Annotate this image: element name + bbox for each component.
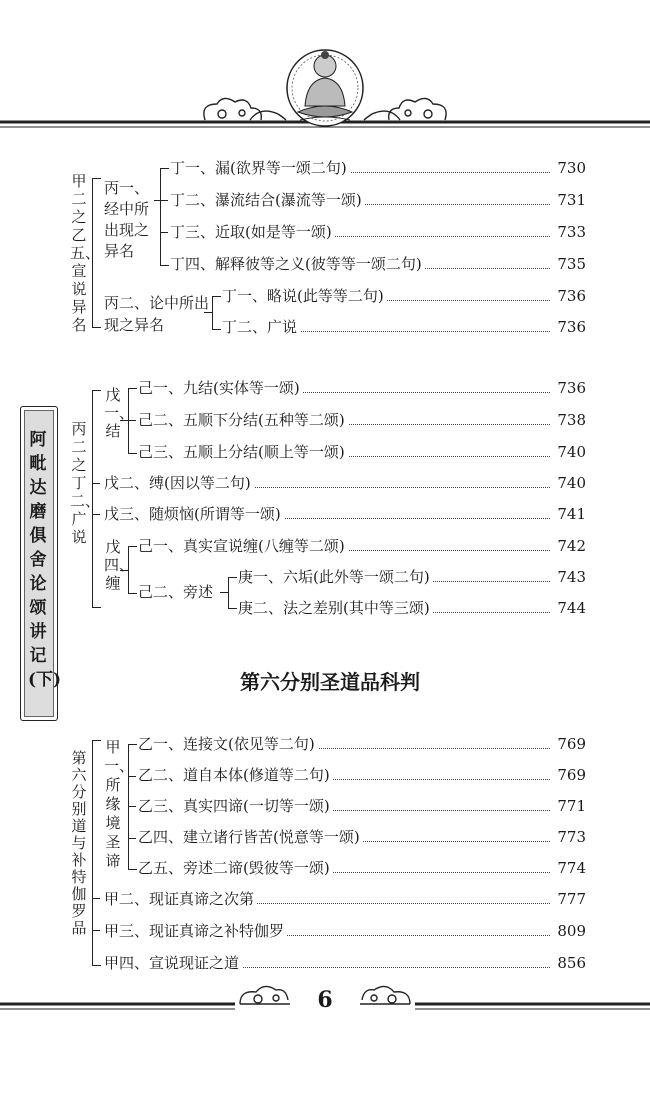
header-ornament	[0, 40, 650, 135]
toc-entry[interactable]	[138, 535, 586, 557]
block3-root-label: 第六分别道与补特伽罗品	[71, 749, 87, 937]
entry-label: 甲二、现证真谛之次第	[104, 888, 257, 910]
entry-page: 735	[554, 253, 586, 275]
page-number: 6	[317, 987, 333, 1013]
toc-entry[interactable]	[170, 253, 586, 275]
entry-label: 己一、真实宣说缠(八缠等二颂)	[138, 535, 348, 557]
entry-page: 856	[554, 952, 586, 974]
entry-page: 731	[554, 189, 586, 211]
entry-page: 774	[554, 857, 586, 879]
toc-entry[interactable]	[138, 409, 586, 431]
toc-entry[interactable]	[222, 285, 586, 307]
entry-page: 744	[554, 597, 586, 619]
entry-label: 戊二、缚(因以等二句)	[104, 472, 254, 494]
entry-page: 741	[554, 503, 586, 525]
entry-label: 己三、五顺上分结(顺上等一颂)	[138, 441, 348, 463]
entry-page: 777	[554, 888, 586, 910]
toc-entry[interactable]	[222, 316, 586, 338]
block1-root-label: 甲二之乙五、宣说异名	[70, 172, 101, 334]
toc-entry[interactable]	[138, 733, 586, 755]
entry-page: 742	[554, 535, 586, 557]
entry-page: 740	[554, 472, 586, 494]
entry-label: 乙三、真实四谛(一切等一颂)	[138, 795, 333, 817]
entry-page: 733	[554, 221, 586, 243]
entry-label: 丁一、漏(欲界等一颂二句)	[170, 157, 350, 179]
side-title: 阿毗达磨俱舍论颂讲记(下)	[28, 430, 62, 690]
entry-label: 乙一、连接文(依见等二句)	[138, 733, 318, 755]
block2-wu1-label: 戊一、结	[104, 386, 135, 440]
entry-page: 771	[554, 795, 586, 817]
entry-label: 丁四、解释彼等之义(彼等等一颂二句)	[170, 253, 425, 275]
entry-page: 769	[554, 733, 586, 755]
entry-page: 773	[554, 826, 586, 848]
entry-label: 己二、五顺下分结(五种等二颂)	[138, 409, 348, 431]
toc-entry[interactable]	[104, 472, 586, 494]
block2-wu4-label: 戊四、缠	[104, 538, 135, 592]
entry-label: 甲三、现证真谛之补特伽罗	[104, 920, 287, 942]
page-header	[0, 40, 650, 135]
buddha-emblem-icon	[287, 50, 363, 126]
toc-entry[interactable]	[104, 920, 586, 942]
block1-group1-label: 丙一、经中所出现之异名	[104, 179, 150, 260]
block3-jia1-label: 甲一、所缘境圣谛	[104, 738, 135, 870]
entry-label: 庚一、六垢(此外等一颂二句)	[238, 566, 433, 588]
toc-entry[interactable]	[170, 189, 586, 211]
entry-page: 736	[554, 285, 586, 307]
entry-page: 809	[554, 920, 586, 942]
entry-label: 甲四、宣说现证之道	[104, 952, 242, 974]
section-title: 第六分别圣道品科判	[240, 670, 420, 694]
entry-label: 乙二、道自本体(修道等二句)	[138, 764, 333, 786]
entry-page: 743	[554, 566, 586, 588]
entry-label: 丁二、广说	[222, 316, 300, 338]
entry-page: 736	[554, 316, 586, 338]
entry-label: 庚二、法之差别(其中等三颂)	[238, 597, 433, 619]
entry-label: 己一、九结(实体等一颂)	[138, 377, 303, 399]
cloud-left-icon	[204, 98, 286, 120]
entry-label: 丁一、略说(此等等二句)	[222, 285, 387, 307]
page-footer	[0, 982, 650, 1022]
entry-label: 戊三、随烦恼(所谓等一颂)	[104, 503, 284, 525]
entry-page: 740	[554, 441, 586, 463]
entry-page: 769	[554, 764, 586, 786]
cloud-right-icon	[364, 98, 446, 120]
entry-label: 丁二、瀑流结合(瀑流等一颂)	[170, 189, 365, 211]
toc-entry[interactable]	[104, 952, 586, 974]
toc-entry[interactable]	[104, 503, 586, 525]
block1-group2-label: 丙二、论中所出现之异名	[104, 294, 210, 334]
entry-label: 乙五、旁述二谛(毁彼等一颂)	[138, 857, 333, 879]
toc-entry[interactable]	[238, 566, 586, 588]
entry-page: 730	[554, 157, 586, 179]
block2-ji2-label: 己二、旁述	[138, 583, 214, 601]
entry-page: 736	[554, 377, 586, 399]
toc-entry[interactable]	[138, 441, 586, 463]
toc-entry[interactable]	[138, 377, 586, 399]
toc-entry[interactable]	[104, 888, 586, 910]
toc-entry[interactable]	[138, 764, 586, 786]
block2-root-label: 丙二之丁二、广说	[70, 420, 101, 546]
toc-entry[interactable]	[170, 157, 586, 179]
toc-entry[interactable]	[170, 221, 586, 243]
toc-entry[interactable]	[138, 857, 586, 879]
entry-label: 丁三、近取(如是等一颂)	[170, 221, 335, 243]
entry-label: 乙四、建立诸行皆苦(悦意等一颂)	[138, 826, 363, 848]
entry-page: 738	[554, 409, 586, 431]
toc-entry[interactable]	[238, 597, 586, 619]
toc-entry[interactable]	[138, 826, 586, 848]
toc-entry[interactable]	[138, 795, 586, 817]
